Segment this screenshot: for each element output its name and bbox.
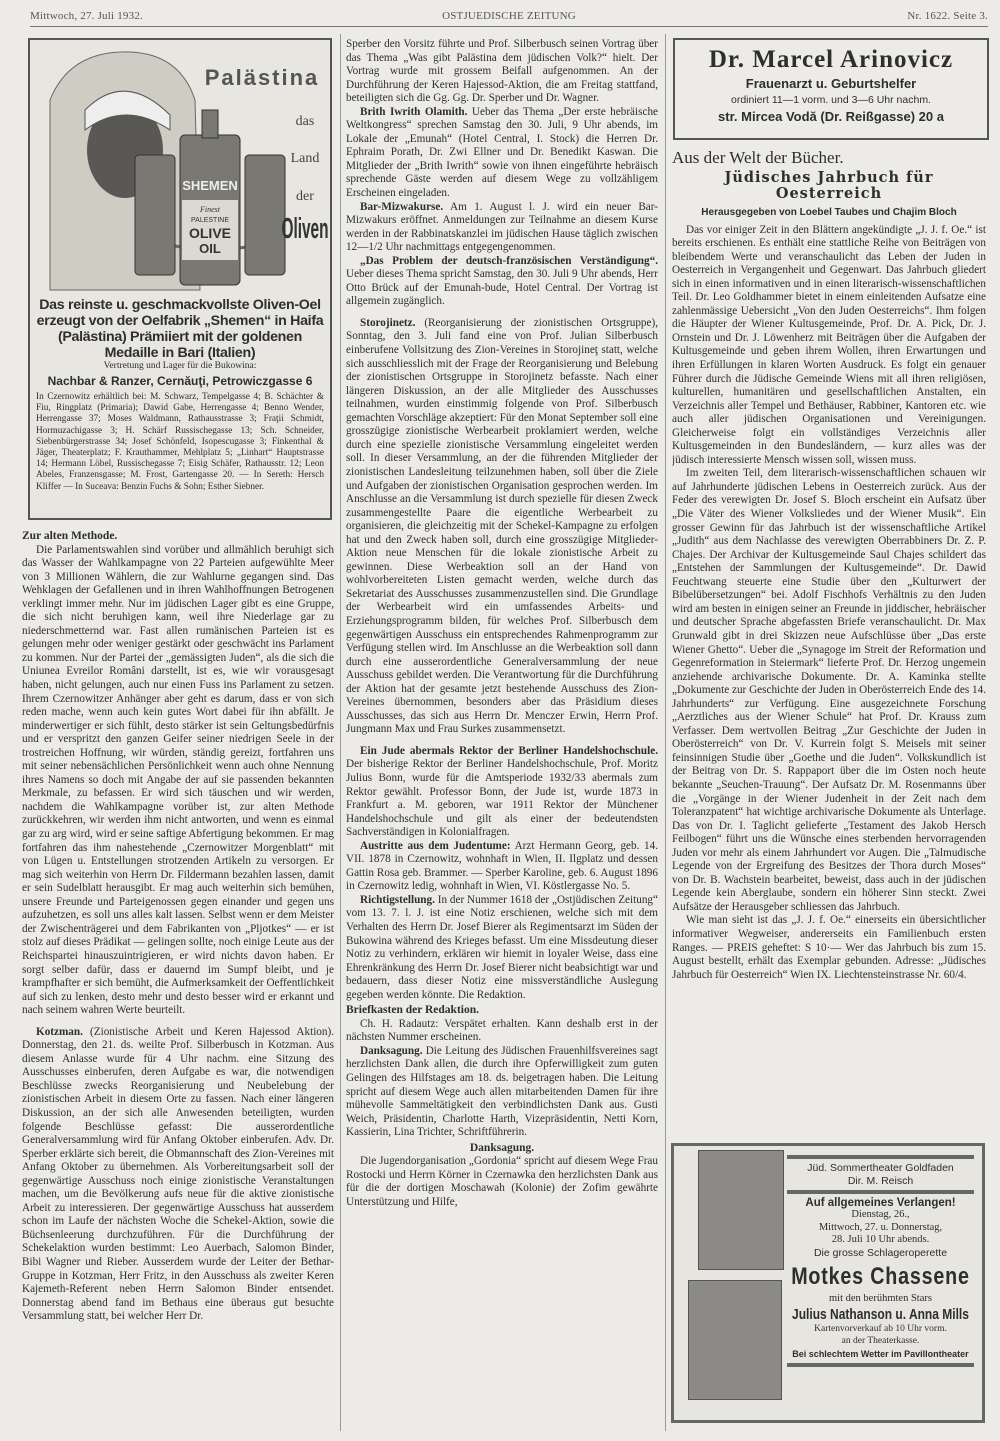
article-title: Danksagung. (360, 1044, 423, 1057)
doctor-advertisement (673, 38, 989, 140)
right-column (672, 148, 986, 1136)
show-stars: Julius Nathanson u. Anna Mills (792, 1305, 969, 1323)
article-body: Ch. H. Radautz: Verspätet erhalten. Kann deshalb erst in der nächsten Nummer erscheinen. (346, 1017, 658, 1044)
article-title: Kotzman. (36, 1025, 83, 1038)
article-title: Richtigstellung. (360, 893, 435, 906)
article-title: „Das Problem der deutsch-französischen Verständigung“. (360, 254, 658, 267)
show-dates: 28. Juli 10 Uhr abends. (831, 1234, 930, 1245)
ad-slogan: Land (290, 151, 320, 166)
bottle-label: PALESTINE (191, 217, 229, 224)
article-body: Ueber das Thema „Der erste hebräische Weltkongress“ sprechen Samstag den 30. Juli, 9 Uhr abends, im Lokale der „Emunah“ (Hotel Central, I. Stock) die Herren Dr. Ephraim Porath, Dr. Zwi Ellner und Dr. Benedikt Kaswan. Die Mitglieder der „Brith Iwrith“ sowie von ihnen eingeführte hebräisch sprechende Gäste werden auf diesem Wege zu vollzähligem Erscheinen eingeladen. (346, 105, 658, 200)
article (346, 255, 658, 309)
article-body: Der bisherige Rektor der Berliner Handelshochschule, Prof. Moritz Julius Bonn, wurde für die Amtsperiode 1932/33 abermals zum Rektor gewählt. Professor Bonn, der Jude ist, wurde 1873 in Frankfurt a. M. geboren, war 1911 Rektor der Münchener Handelshochschule und gilt als einer der bedeutendsten Sachverständigen in Kolonialfragen. (346, 758, 658, 839)
doctor-address: str. Mircea Vodă (Dr. Reißgasse) 20 a (718, 109, 944, 124)
bottle-label: Finest (200, 205, 220, 214)
doctor-profession: Frauenarzt u. Geburtshelfer (745, 76, 917, 91)
column-divider (665, 34, 666, 1431)
article-title: Ein Jude abermals Rektor der Berliner Handelshochschule. (360, 744, 658, 757)
review-paragraph: Im zweiten Teil, dem literarisch-wissenschaftlichen schauen wir auf Jahrhunderte jüdischen Lebens in Oesterreich zurück. Aus der Feder des verewigten Dr. Josef S. Bloch erscheint ein Aufsatz über „Die Väter des Wiener Volksliedes und der Wiener Musik“. Ein grosser Gewinn für das Jahrbuch ist der wissenschaftliche Artikel „Judith“ aus dem Nachlasse des verewigten Oberrabbiners Dr. Z. P. Chajes. Der Archivar der Kultusgemeinde Saul Chajes schildert das „Entstehen der Sammlungen der Kultusgemeinde“. Dr. Dawid Feuchtwang steuerte eine Studie über den „Kulturwert der Bibelübersetzungen“ bei. Adolf Fischhofs Verhältnis zu den Juden wird am besten in einigen seiner an Freunde in jiddischer, hebräischer und deutscher Sprache abgefassten Briefe veranschaulicht. Dr. Max Grunwald gibt in drei Skizzen neue Aufschlüsse über „Das erste Wiener Ghetto“. Ueber die „Synagoge im Streit der Reformation und Gegenreformation in Steiermark“ lieferte Prof. Dr. Herzog ungemein anziehende archivarische Dokumente. Dr. A. Kaminka stellte „Dokumente zur Geschichte der Juden in Oberösterreich Ende des 14. Jahrhunderts“ zur Verfügung. Eine ausgezeichnete Forschung „Aerztliches aus der Wiener Schule“ hat Prof. Dr. Krauss zum Verfasser. Dem wertvollen Beitrag „Zur Geschichte der Juden in Oberösterreich“ von Dr. V. Kurrein folgt S. Meisels mit seiner feinsinnigen Studie über „Goethe und die Juden“. Volkskundlich ist der Beitrag von Dr. S. Rappaport über die im Osten noch heute bekannte „Seuchen-Trauung“. Der Aufsatz Dr. M. Rosenmanns über die „Vorgänge in der Wiener Judenheit in der Zeit nach dem Toleranzpatent“ hat wichtige archivarische Dokumente als Unterlage. Das von Dr. I. Taglicht gelieferte „Testament des Jakob Hersch Feilbogen“ führt uns die Wünsche eines sterbenden hervorragenden Juden vor mehr als einem Jahrhundert vor Augen. Die „Talmudische Legende von der Ergreifung des Besitzes der Thora durch Moses“ von Dr. B. Wachstein bearbeitet, beweist, dass auch in der jüdischen Legende kein Aberglaube, sondern ein höherer Sinn steckt. Zwei Aufsätze der Herausgeber schliessen das Jahrbuch. (672, 467, 986, 913)
article-title: Bar-Mizwakurse. (360, 200, 444, 213)
bottle-label: OLIVE (188, 225, 232, 241)
review-paragraph: Das vor einiger Zeit in den Blättern angekündigte „J. J. f. Oe.“ ist bereits erschienen. Es enthält eine stattliche Reihe von Beiträgen von bleibendem Werte und veranschaulicht das Leben der Juden in Oesterreich in Vergangenheit und Gegenwart. Das Jahrbuch gliedert sich in einen informativen und in einen literarisch-wissenschaftlichen Teil. Dr. Leo Goldhammer bietet in einem einleitenden Aufsatze eine zahlenmässige Uebersicht „Von den Juden Oesterreichs“. Ihm folgen die Häupter der Wiener Kultusgemeinde, Prof. Dr. A. Pick, Dr. J. Ornstein und Dr. J. Löwenherz mit Beiträgen über die Aufgaben der Kultusgemeinde und geben ihrem Wollen, ihren Erwartungen und ihren Erfüllungen in klaren Worten Ausdruck. Es folgt ein genauer Führer durch die Jüdische Gemeinde Wiens mit all ihren religiösen, kulturellen, humanitären und gesellschaftlichen Anstalten, ein Verzeichnis aller Tempel und Bethäuser, Rabbiner, Kantoren etc. wie auch aller jüdischen Organisationen und Vereinigungen. Gleicherweise folgt ein vollständiges Verzeichnis aller Kultusgemeinden in den Bundesländern, — kurz alles was der jüdisch interessierte Mensch wissen soll, wissen muss. (672, 223, 986, 466)
article-body: In der Nummer 1618 der „Ostjüdischen Zeitung“ vom 13. 7. l. J. ist eine Notiz erschienen, welche sich mit dem Verhalten des Herrn Dr. Josef Bierer als Regimentsarzt im Süden der Bukowina während des Krieges befasst. Um eine Missdeutung dieser Notiz zu verhindern, erklären wir hiemit in loyaler Weise, dass eine Ehrenkränkung des Herrn Dr. Josef Bierer nicht beabsichtigt war und bedauern, dass dieser Notiz eine missverständliche Auslegung gegeben werden könnte. Die Redaktion. (346, 893, 658, 1001)
article-body: Die Parlamentswahlen sind vorüber und allmählich beruhigt sich das Wasser der Wahlkampagne von 22 Parteien aufgewühlte Meer von 3 Millionen Wählern, die zur Wahlurne gegangen sind. Das Wehklagen der Gefallenen und in ihren Wahlhoffnungen Betrogenen verklingt immer mehr. Nur im jüdischen Lager gibt es eine Gruppe, die sich nicht beruhigen kann, weil ihre Niederlage gar zu niederschmetternd war. Fast allen rumänischen Parteien ist es gelungen mehr oder weniger gestärkt oder geschwächt ins Parlament zu kommen. Nur der Partei der „gemässigten Juden“, als die sich die Uniunea Evreilor Români darstellt, ist es, wie wir vorausgesagt haben, nicht gelungen, auch nur einen Fuss ins Parlament zu setzen. Ihrem Czernowitzer Anhänger aber geht es darum, dass er von sich reden mache, wenn auch kein gutes Wort dabei für ihn abfällt. Je minderwertiger er sich fühlt, desto stärker ist sein Geltungsbedürfnis und er verspritzt den ganzen Geifer seiner niedrigen Seele in der trostreichen Hoffnung, wir würden, ständig gereizt, fortfahren uns mit seiner nebensächlichen Persönlichkeit wenn auch ohne Nennung ihres Namens so doch mit Angabe der auf sie passenden bekannten Merkmale, zu befassen. Er wird sich täuschen und wir werden, nachdem die Wahlkampagne vorüber ist, zur alten Methode zurückkehren, wir werden ihm nicht antworten, und wenn es einmal gar zu arg wird, wird er seine saftige Abfertigung bekommen. Er mag fortfahren das ihm nahestehende „Czernowitzer Morgenblatt“ mit von Lügen u. Entstellungen strotzenden Artikeln zu versorgen. Er mag sich weiterhin von Herrn Dr. Fildermann bezahlen lassen, damit er sein Sudelblatt herausgibt. Er mag auch weiterhin sich bemühen, unsere Freunde und Parteigenossen gegen einander und gegen uns aufzuhetzen, es soll uns alles kalt lassen. Selbst wenn er dem Meister der Zwischenträgerei und dem Fabrikanten von „Pljotkes“ — er ist stolz auf dieses Prädikat — gelingen sollte, noch einige Leute aus der Reichspartei hinauszuintrigieren, er wird nichts davon haben. Er sorgt selber dafür, dass er dauernd im Sumpf bleibt, und je krampfhafter er sich bemüht, die Aufmerksamkeit der Oeffentlichkeit auf sich zu lenken, desto mehr und desto besser wird er erkannt und nach seinem wahren Werte beurteilt. (22, 543, 334, 1017)
article (22, 1026, 334, 1324)
article-title: Zur alten Methode. (22, 530, 118, 542)
ticket-info: an der Theaterkasse. (841, 1336, 920, 1346)
article (346, 894, 658, 1002)
weather-note: Bei schlechtem Wetter im Pavillontheater (792, 1348, 969, 1359)
bottle-label: OIL (199, 241, 221, 256)
article (346, 201, 658, 255)
theater-advertisement (671, 1143, 985, 1423)
show-title: Motkes Chassene (791, 1263, 970, 1290)
page-number: Nr. 1622. Seite 3. (907, 10, 988, 22)
article-title: Storojinetz. (360, 316, 416, 329)
bottle-brand: SHEMEN (182, 178, 238, 193)
ad-slogan: das (295, 114, 315, 129)
ad-title: Palästina (204, 65, 320, 90)
newspaper-title: OSTJUEDISCHE ZEITUNG (442, 10, 576, 22)
show-stars-label: mit den berühmten Stars (829, 1293, 932, 1304)
article-body: (Zionistische Arbeit und Keren Hajessod Aktion). Donnerstag, den 21. ds. weilte Prof. Silberbusch in Kotzman. Aus diesem Anlasse wurde für 4 Uhr nachm. eine Sitzung des Ausschusses einberufen, deren Aufgabe es war, die notwendigen Beschlüsse zwecks Reorganisierung und Neubelebung der zionistischen Arbeit in diesem Orte zu fassen. Nach einer längeren Diskussion, an der sich alle Anwesenden beteiligten, wurden folgende Beschlüsse gefasst: Die ausserordentliche Generalversammlung wird für Anfang Oktober einberufen. Adv. Dr. Sperber erklärte sich bereit, die Obmannschaft des Zion-Vereines mit Anfang Oktober zu übernehmen. Als Vorbereitungsarbeit soll der gegenwärtige Ausschuss noch einige zionistische Veranstaltungen machen, um die Bevölkerung aufs neue für die aktive zionistische Arbeit zu interessieren. Der gegenwärtige Ausschuss hat ausserdem schon im Laufe der nächsten Woche die Schekel-Aktion, sowie die Büchsenleerung durchzuführen. Für die Durchführung der Schekelaktion wurden bestimmt: Leo Auerbach, Salomon Binder, Bibi Wagner und Rieber. Ausserdem wurde der Leiter der Bethar-Gruppe in Kotzman, Herr Fritz, in den Ausschuss als zweiter Keren Kajemeth-Referent neben Herrn Salomon Binder entsendet. Donnerstag abend fand im Bethaus eine überaus gut besuchte Versammlung statt, bei welcher Herr Dr. (22, 1025, 334, 1323)
doctor-name: Dr. Marcel Arinovicz (708, 46, 954, 73)
article-title: Austritte aus dem Judentume: (360, 839, 511, 852)
middle-column (346, 38, 658, 1430)
book-title: Jüdisches Jahrbuch für Oesterreich (724, 169, 934, 202)
article-continuation: Sperber den Vorsitz führte und Prof. Silberbusch seinen Vortrag über das Thema „Was gibt Palästina dem jüdischen Volk?“ hielt. Der Vortrag wurde mit grossem Beifall aufgenommen. An der Durchführung der Keren Hajessod-Aktion, die am Freitag stattfand, beteiligten sich die Gg. Gg. Dr. Sperber und Dr. Wagner. (346, 38, 658, 105)
ad-agent: Nachbar & Ranzer, Cernăuţi, Petrowiczgasse 6 (47, 374, 313, 388)
ticket-info: Kartenvorverkauf ab 10 Uhr vorm. (814, 1323, 947, 1334)
ad-slogan: der (296, 189, 314, 204)
olive-oil-advertisement (28, 38, 332, 520)
left-column (22, 528, 334, 1428)
theater-name: Jüd. Sommertheater Goldfaden (807, 1162, 954, 1174)
article-body: Arzt Hermann Georg, geb. 14. VII. 1878 in Czernowitz, wohnhaft in Wien, II. Ilgplatz und dessen Gattin Rosa geb. Brammer. — Sperber Karoline, geb. 6. August 1896 in Czernowitz ledig, wohnhaft in Wien, VI. Köstlergasse No. 5. (346, 839, 658, 893)
page-header (30, 8, 988, 27)
show-dates: Dienstag, 26., (851, 1209, 910, 1220)
article (346, 745, 658, 840)
article-body: (Reorganisierung der zionistischen Ortsgruppe), Sonntag, den 3. Juli fand eine von Prof. Julian Silberbusch einberufene Vollsitzung des Zion-Vereines in Storojineţ statt, welche sich ausschliesslich mit der Frage der Reorganisierung und Belebung der zionistischen Ortsgruppe in Storojinetz befasste. Nach einer längeren Diskussion, an der alle Mitglieder des Ausschusses teilnahmen, wurden einstimmig folgende von Prof. Silberbusch gemachten Vorschläge akzeptiert: Für den Monat September soll eine grosszügige zionistische Werbearbeit proklamiert werden, welche durch eine spezielle zionistische Versammlung eingeleitet werden soll. In dieser Versammlung, an der die führenden Mitglieder der zionistischen Landesleitung teilzunehmen haben, soll über die Ziele und Aufgaben der zionistischen Organisation gesprochen werden. Im Anschlusse an die Versammlung ist durch spezielle für diesen Zweck zusammengestellte Paare die eigentliche Werbearbeit zu organisieren, die gleichzeitig mit der Schekel-Kampagne zu erfolgen hat und den Zweck haben soll, durch eine grosszügige Mitglieder-Aktion neue Menschen für die lokale zionistische Arbeit zu gewinnen. Diese Werbeaktion soll an der Hand von wohlvorbereiteten Listen gemacht werden, welche durch das Sekretariat des Ausschusses zusammenzustellen sind. Die Grundlage der Werbearbeit wird ein umfassendes Arbeits- und Erziehungsprogramm bilden, für welches Prof. Silberbusch dem gegenwärtigen Ausschuss ein entsprechendes Rahmenprogramm zur Verfügung stellen wird. Im Anschlusse an die Werbeaktion soll dann durch eine ausserordentliche Generalversammlung der neue Ausschuss gebildet werden. Die Verantwortung für die Durchführung der Aktion hat der gesamte jetzt bestehende Ausschuss des Zion-Vereines übernommen, besonders aber das Präsidium dieses Ausschusses, das sich aus Herrn Dr. Menczer Erwin, Herrn Prof. Jungmann Max und Frau Surkes zusammensetzt. (346, 316, 658, 736)
section-title: Aus der Welt der Bücher. (672, 148, 844, 167)
show-genre: Die grosse Schlageroperette (813, 1246, 948, 1259)
ad-representation: Vertretung und Lager für die Bukowina: (103, 361, 257, 371)
ad-slogan: Oliven (281, 211, 329, 245)
article-body: Die Jugendorganisation „Gordonia“ spricht auf diesem Wege Frau Rostocki und Herrn Körner in Czernawka den herzlichsten Dank aus für die der dortigen Moschawah (Kolonie) der Zofim gewährte Unterstützung und Hilfe, (346, 1155, 658, 1208)
book-editors: Herausgegeben von Loebel Taubes und Chajim Bloch (701, 207, 957, 218)
article-body: Ueber dieses Thema spricht Samstag, den 30. Juli 9 Uhr abends, Herr Otto Brück auf der Emunah-bude, Hotel Central. Der Vortrag ist allgemein zugänglich. (346, 268, 658, 308)
article (346, 106, 658, 201)
article-title: Briefkasten der Redaktion. (346, 1004, 479, 1017)
article (346, 1045, 658, 1140)
issue-date: Mittwoch, 27. Juli 1932. (30, 10, 143, 22)
article (346, 317, 658, 737)
article (346, 840, 658, 894)
office-hours: ordiniert 11—1 vorm. und 3—6 Uhr nachm. (731, 94, 931, 106)
ad-retailers: In Czernowitz erhältlich bei: M. Schwarz, Tempelgasse 4; B. Schächter & Fiu, Ringplatz (Primaria); Dawid Gabe, Herrengasse 4; Benno Wender, Herrengasse 37; Moses Waldmann, Rathausstrasse 3; Fraţii Schmidt, Hormuzachigasse 3; H. Schärf Russischegasse 13; Sch. Schneider, Siebenbürgerstrasse 34; Josef Schönfeld, Isopescugasse 3; Finkenthal & Jäger, Theaterplatz; F. Krauthammer, Mehlplatz 5; „Linhart“ Hauptstrasse 14; Hermann Löbel, Russischegasse 7; Eisig Schäfer, Rathausstr. 12; Leon Abeles, Franzensgasse; M. Frost, Gartengasse 20. — In Sereth: Hersch Kliffer — In Suceava: Benzin Fuchs & Sohn; Esther Siebner. (36, 392, 324, 492)
review-paragraph: Wie man sieht ist das „J. J. f. Oe.“ einerseits ein übersichtlicher informativer Wegweiser, andererseits ein Familienbuch ersten Ranges. — PREIS geheftet: S 10·— Wer das Jahrbuch bis zum 15. August bestellt, erhält das Exemplar gebunden. Adresse: „Jüdisches Jahrbuch für Oesterreich“ Wien IX. Liechtensteinstrasse Nr. 60/4. (672, 914, 986, 981)
article-title: Danksagung. (469, 1141, 535, 1154)
article-title: Brith Iwrith Olamith. (360, 105, 468, 118)
article-body: Die Leitung des Jüdischen Frauenhilfsvereines sagt herzlichsten Dank allen, die durch ihre Opferwilligkeit zum guten Gelingen des Hilfstages am 18. ds. beigetragen haben. Die Leitung spricht auf diesem Wege auch allen mitarbeitenden Damen für ihre mühevolle Sammeltätigkeit den verbindlichsten Dank aus. Gusti Weich, Präsidentin, Charlotte Harth, Vizepräsidentin, Netti Korn, Kassierin, Lina Trichter, Schriftführerin. (346, 1044, 658, 1139)
column-divider (340, 34, 341, 1431)
ad-headline: Auf allgemeines Verlangen! (805, 1197, 956, 1209)
show-dates: Mittwoch, 27. u. Donnerstag, (818, 1221, 943, 1233)
actress-photo (688, 1280, 782, 1400)
theater-director: Dir. M. Reisch (847, 1174, 914, 1187)
actor-photo (698, 1150, 784, 1270)
ad-headline: Das reinste u. geschmackvollste Oliven-Oel erzeugt von der Oelfabrik „Shemen“ in Haifa (Palästina) Prämiiert mit der goldenen Medaille in Bari (Italien) (36, 297, 324, 361)
olive-oil-illustration (30, 40, 330, 295)
article-body: Am 1. August l. J. wird ein neuer Bar-Mizwakurs eröffnet. Anmeldungen zur Teilnahme an diesem Kurse werden in der Rabbinatskanzlei im jüdischen Hause täglich zwischen 12—1/2 Uhr nachmittags entgegengenommen. (346, 200, 658, 254)
